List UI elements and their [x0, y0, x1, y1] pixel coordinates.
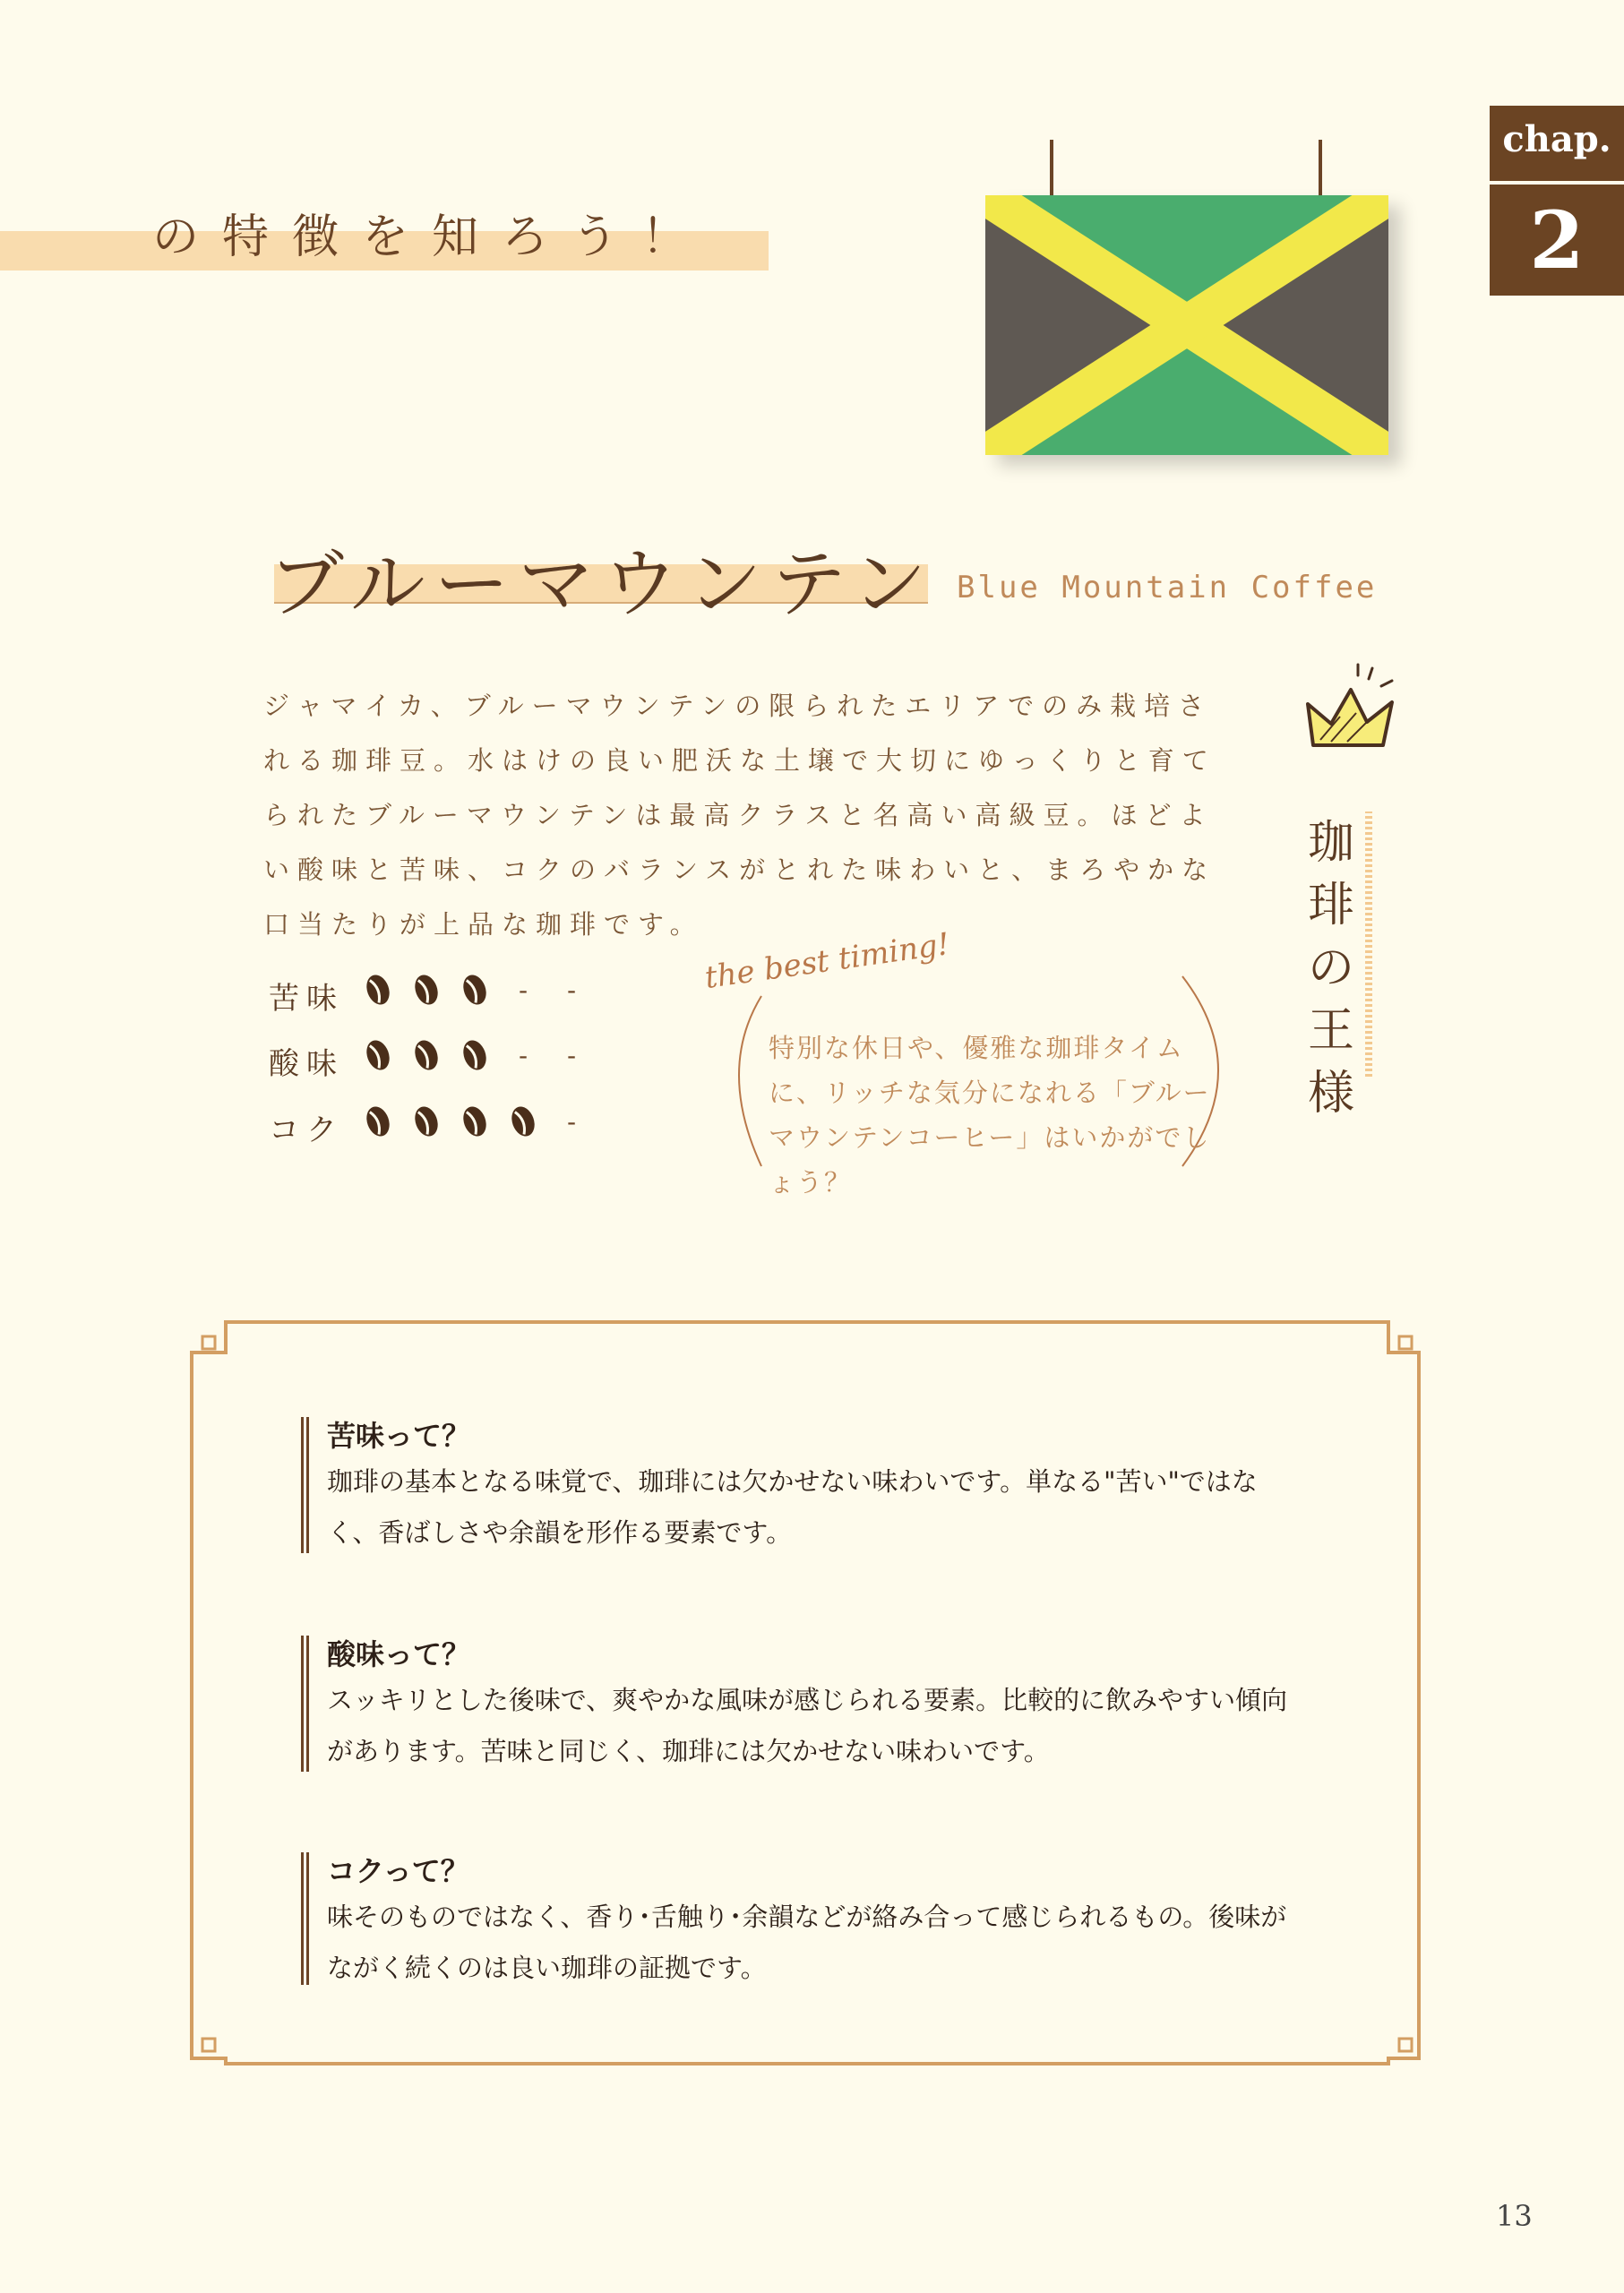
side-label-rule	[1365, 812, 1372, 1077]
coffee-bean-icon	[462, 973, 487, 1007]
rating-acidity	[365, 1038, 616, 1078]
chapter-word: chap.	[1502, 118, 1611, 160]
description: ジャマイカ、ブルーマウンテンの限られたエリアでのみ栽培される珈琲豆。水はけの良い肥沃な土壌で大切にゆっくりと育てられたブルーマウンテンは最高クラスと名高い高級豆。ほどよい酸味と苦味、コクのバランスがとれた味わいと、まろやかな口当たりが上品な珈琲です。	[263, 691, 1216, 940]
glossary-bar	[301, 1636, 309, 1772]
coffee-bean-icon	[365, 1104, 391, 1138]
coffee-bean-icon	[462, 1104, 487, 1138]
rating-empty-dash: -	[566, 1106, 577, 1137]
coffee-bean-icon	[414, 1038, 439, 1072]
timing-text: 特別な休日や、優雅な珈琲タイムに、リッチな気分になれる「ブルーマウンテンコーヒー」はいかがでしょう？	[769, 1033, 1211, 1198]
rating-empty-dash: -	[518, 975, 528, 1005]
header-text: の特徴を知ろう！	[152, 210, 712, 264]
rating-body	[365, 1104, 616, 1144]
side-label: 珈琲の王様	[1307, 816, 1354, 1121]
crown-icon	[1304, 663, 1397, 760]
rating-empty-dash: -	[566, 975, 577, 1005]
chapter-divider	[1490, 181, 1624, 185]
glossary-bar	[301, 1417, 309, 1553]
timing-title: the best timing!	[702, 926, 952, 996]
coffee-bean-icon	[365, 1038, 391, 1072]
coffee-bean-icon	[414, 1104, 439, 1138]
rating-label-body: コク	[269, 1112, 344, 1148]
glossary-title-body: コクって？	[327, 1854, 469, 1888]
flag-hanger-left	[1050, 140, 1053, 195]
chapter-number: 2	[1529, 193, 1585, 287]
glossary-text-bitterness: 珈琲の基本となる味覚で、珈琲には欠かせない味わいです。単なる"苦い"ではなく、香ばしさや余韻を形作る要素です。	[327, 1466, 1258, 1548]
rating-label-acidity: 酸味	[269, 1046, 344, 1082]
chapter-tab	[1490, 106, 1624, 296]
rating-empty-dash: -	[518, 1040, 528, 1070]
glossary-bar	[301, 1852, 309, 1985]
flag-hanger-right	[1319, 140, 1322, 195]
glossary-title-acidity: 酸味って？	[327, 1637, 471, 1671]
rating-label-bitterness: 苦味	[269, 981, 344, 1017]
rating-empty-dash: -	[566, 1040, 577, 1070]
coffee-bean-icon	[365, 973, 391, 1007]
jamaica-flag	[985, 195, 1388, 455]
coffee-bean-icon	[511, 1104, 536, 1138]
glossary-text-acidity: スッキリとした後味で、爽やかな風味が感じられる要素。比較的に飲みやすい傾向があります。苦味と同じく、珈琲には欠かせない味わいです。	[327, 1685, 1288, 1766]
rating-bitterness	[365, 973, 616, 1012]
page-number: 13	[1496, 2199, 1533, 2233]
page-title: ブルーマウンテン	[269, 540, 936, 628]
coffee-bean-icon	[414, 973, 439, 1007]
page-subtitle: Blue Mountain Coffee	[957, 570, 1378, 605]
glossary-title-bitterness: 苦味って？	[327, 1419, 471, 1453]
glossary-text-body: 味そのものではなく、香り･舌触り･余韻などが絡み合って感じられるもの。後味がながく続くのは良い珈琲の証拠です。	[327, 1902, 1287, 1983]
coffee-bean-icon	[462, 1038, 487, 1072]
